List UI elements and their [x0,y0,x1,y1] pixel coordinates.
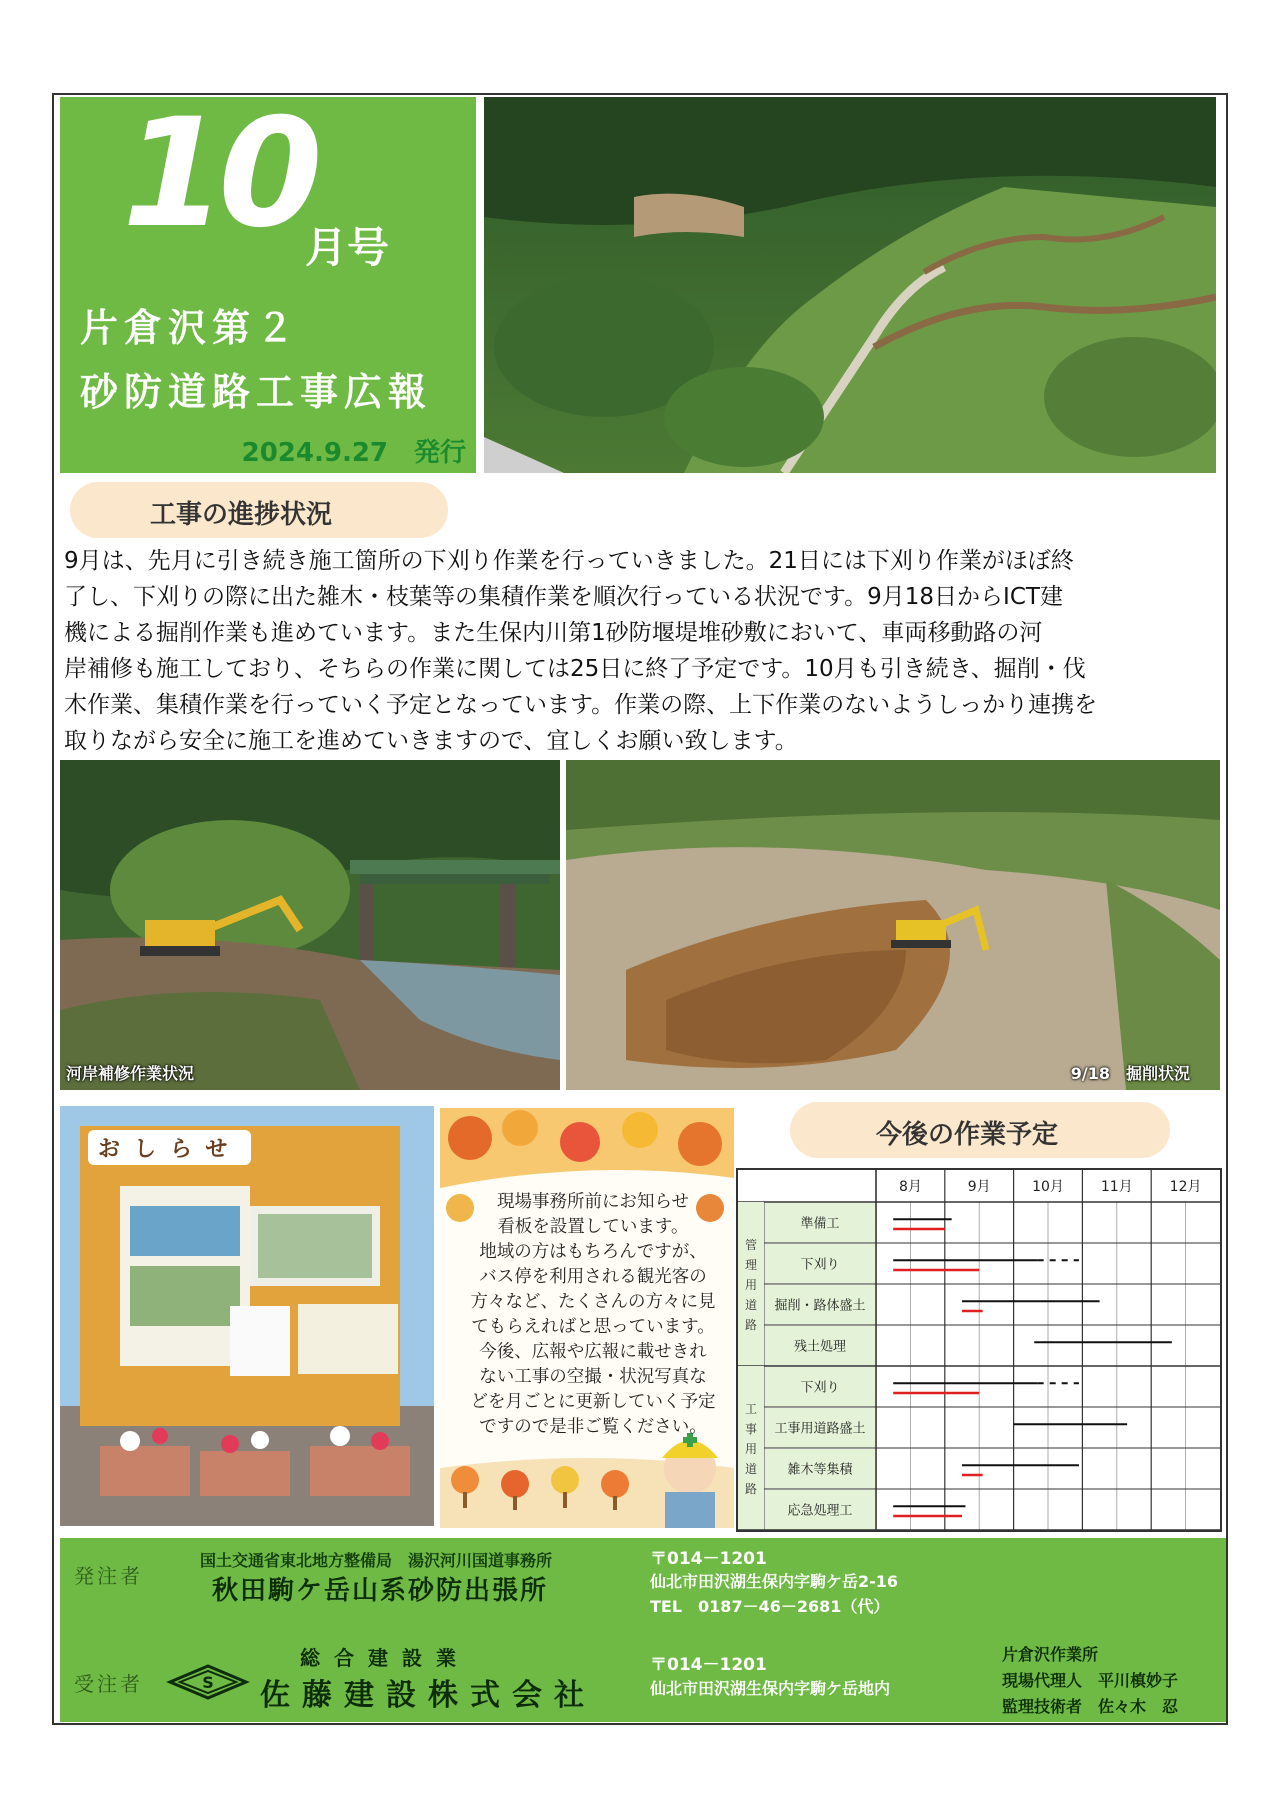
group-label-char: 路 [744,1482,758,1496]
aerial-photo [484,97,1216,473]
issue-date: 2024.9.27 発行 [241,438,466,468]
progress-line: 了し、下刈りの際に出た雑木・枝葉等の集積作業を順次行っている状況です。9月18日からICT建 [64,584,1063,610]
group-label-char: 用 [744,1278,758,1292]
task-label: 準備工 [800,1216,840,1232]
task-label: 応急処理工 [787,1503,853,1519]
contractor-zip: 〒014－1201 [650,1655,767,1675]
schedule-heading: 今後の作業予定 [876,1120,1059,1150]
notice-text [448,1190,738,1440]
notice-line: どを月ごとに更新していく予定 [470,1392,716,1412]
task-label: 残土処理 [793,1339,847,1355]
orderer-label: 発注者 [74,1564,143,1588]
title-line2: 砂防道路工事広報 [80,370,433,414]
issue-suffix: 月号 [305,223,390,272]
group-label-char: 道 [744,1298,758,1312]
footer [60,1538,1226,1722]
site-office: 片倉沢作業所 [1002,1645,1099,1664]
notice-line: 今後、広報や広報に載せきれ [479,1342,707,1362]
excavation-photo [566,760,1220,1090]
orderer-office: 秋田駒ケ岳山系砂防出張所 [212,1576,549,1606]
contractor-logo-icon [166,1662,250,1702]
progress-heading: 工事の進捗状況 [150,500,333,530]
contractor-type: 総合建設業 [300,1646,470,1670]
group-label-char: 路 [744,1318,758,1332]
progress-heading-pill [70,482,448,538]
notice-line: 看板を設置しています。 [497,1217,689,1237]
task-label: 掘削・路体盛土 [774,1298,866,1314]
month-header: 9月 [967,1179,991,1195]
issue-number: 10 [122,87,315,261]
progress-line: 岸補修も施工しており、そちらの作業に関しては25日に終了予定です。10月も引き続き、掘削・伐 [64,656,1086,682]
board-label: おしらせ [88,1130,251,1165]
task-label: 工事用道路盛土 [774,1421,866,1437]
river-repair-photo [60,760,560,1090]
river-photo-caption: 河岸補修作業状況 [66,1064,195,1083]
contractor-address: 仙北市田沢湖生保内字駒ケ岳地内 [650,1679,891,1698]
contractor-name: 佐藤建設株式会社 [260,1678,596,1713]
group-label-char: 管 [744,1238,758,1252]
progress-line: 9月は、先月に引き続き施工箇所の下刈り作業を行っていきました。21日には下刈り作業がほぼ終 [64,548,1074,574]
orderer-zip: 〒014－1201 [650,1549,767,1569]
month-header: 11月 [1100,1179,1133,1195]
task-label: 下刈り [800,1257,840,1273]
contractor-label: 受注者 [74,1672,143,1696]
month-header: 12月 [1169,1179,1202,1195]
orderer-address: 仙北市田沢湖生保内字駒ケ岳2-16 [650,1572,899,1591]
svg-text:S: S [202,1673,214,1692]
notice-line: ですので是非ご覧ください。 [479,1417,707,1437]
group-label-char: 道 [744,1462,758,1476]
notice-line: バス停を利用される観光客の [479,1267,707,1287]
site-engineer: 監理技術者 佐々木 忍 [1002,1697,1179,1716]
orderer-org: 国土交通省東北地方整備局 湯沢河川国道事務所 [200,1551,553,1570]
notice-line: 現場事務所前にお知らせ [497,1192,689,1212]
orderer-tel: TEL 0187－46－2681（代） [650,1597,890,1616]
progress-body [64,543,1214,759]
group-label-char: 用 [744,1442,758,1456]
group-label-char: 理 [744,1258,758,1272]
progress-line: 機による掘削作業も進めています。また生保内川第1砂防堰堤堆砂敷において、車両移動路の河 [64,620,1043,646]
notice-line: てもらえればと思っています。 [471,1317,715,1337]
month-header: 10月 [1032,1179,1064,1195]
notice-line: 方々など、たくさんの方々に見 [470,1292,716,1312]
month-header: 8月 [898,1179,922,1195]
group-label-char: 事 [744,1422,758,1436]
site-agent: 現場代理人 平川槙妙子 [1002,1671,1179,1690]
notice-board-photo [60,1106,434,1526]
group-label-char: 工 [744,1402,758,1416]
task-label: 下刈り [800,1380,840,1396]
excavation-photo-caption: 9/18 掘削状況 [1070,1064,1190,1083]
title-line1: 片倉沢第２ [80,306,301,350]
issue-title-box [60,87,476,473]
task-label: 雑木等集積 [787,1462,853,1478]
progress-line: 取りながら安全に施工を進めていきますので、宜しくお願い致します。 [64,728,798,754]
schedule-table [736,1168,1226,1534]
schedule-heading-pill [790,1102,1170,1158]
notice-line: 地域の方はもちろんですが、 [479,1242,707,1262]
progress-line: 木作業、集積作業を行っていく予定となっています。作業の際、上下作業のないようしっかり連携を [64,692,1098,718]
notice-line: ない工事の空撮・状況写真な [479,1367,707,1387]
